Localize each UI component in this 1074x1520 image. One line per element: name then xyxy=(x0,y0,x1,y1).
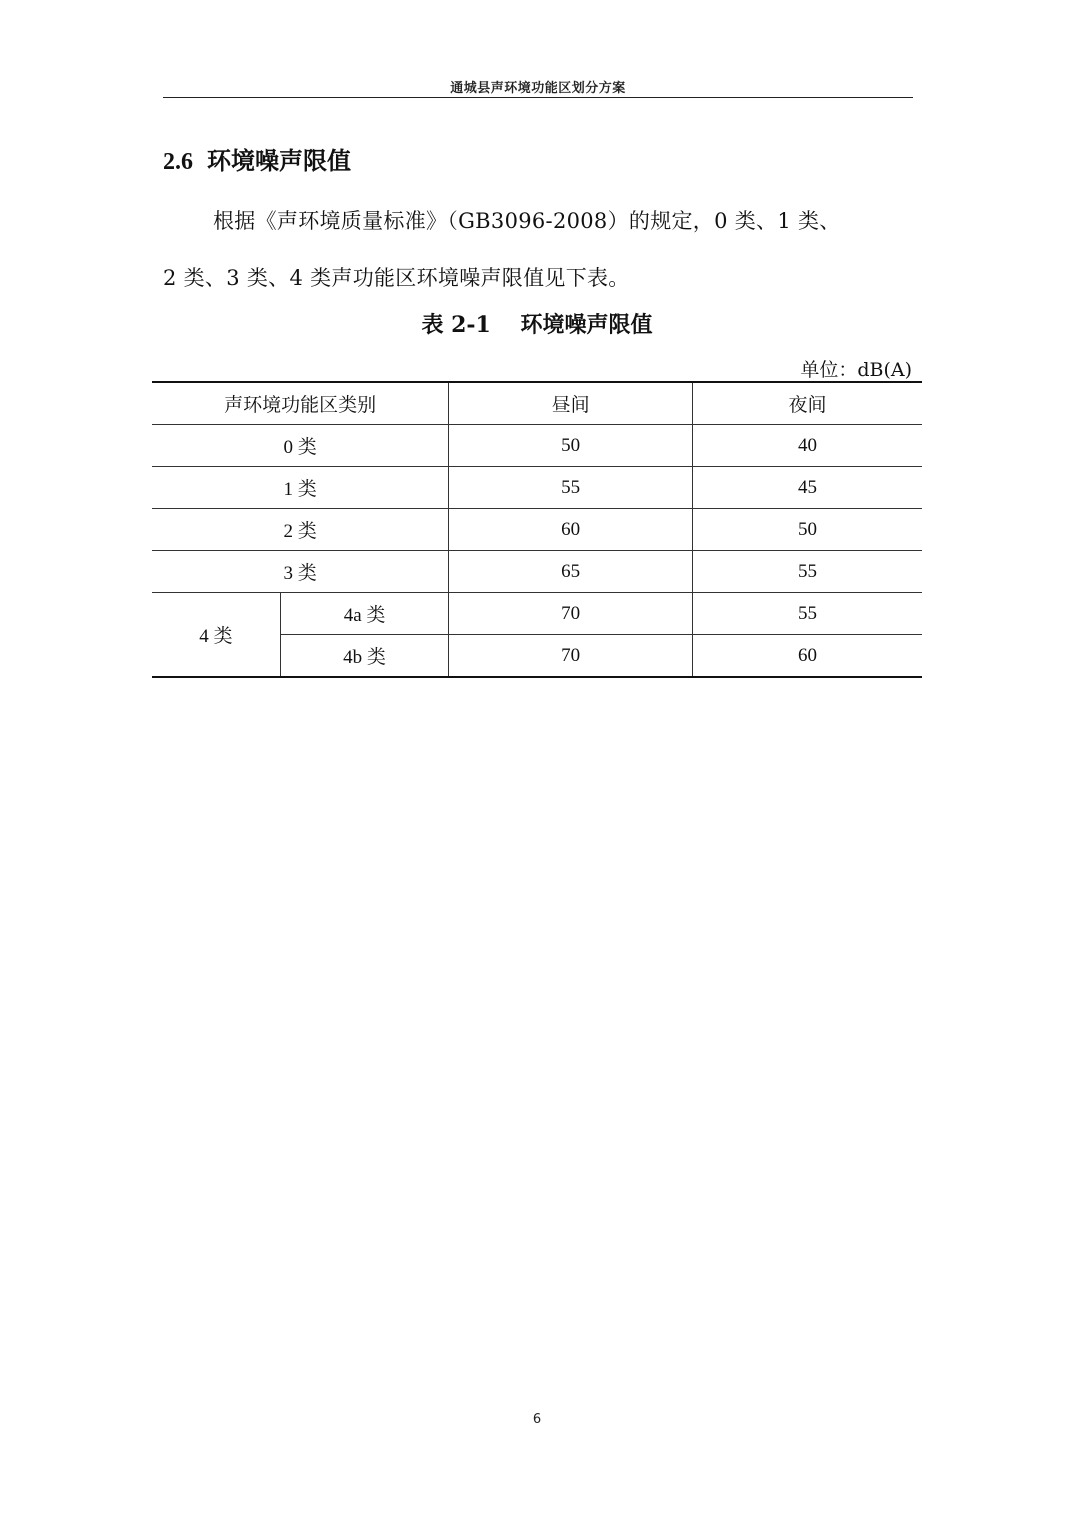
header-rule xyxy=(163,97,913,98)
unit-label: 单位：dB(A) xyxy=(800,359,912,381)
night-value-cell: 55 xyxy=(692,593,922,635)
header-night: 夜间 xyxy=(692,382,922,425)
night-value-cell: 50 xyxy=(692,509,922,551)
header-category: 声环境功能区类别 xyxy=(152,382,449,425)
section-heading xyxy=(163,141,351,176)
night-value-cell: 40 xyxy=(692,425,922,467)
table-header-row xyxy=(152,382,922,425)
table-row xyxy=(152,467,922,509)
day-value-cell: 50 xyxy=(449,425,693,467)
header-day: 昼间 xyxy=(449,382,693,425)
table-caption: 表 2-1 环境噪声限值 xyxy=(421,312,653,338)
night-value-cell: 60 xyxy=(692,635,922,678)
class4-category-cell: 4 类 xyxy=(152,593,280,678)
section-title: 环境噪声限值 xyxy=(207,146,351,175)
category-cell: 1 类 xyxy=(152,467,449,509)
section-number: 2.6 xyxy=(163,149,193,175)
table-row xyxy=(152,551,922,593)
category-cell: 0 类 xyxy=(152,425,449,467)
table-row xyxy=(152,425,922,467)
day-value-cell: 65 xyxy=(449,551,693,593)
night-value-cell: 55 xyxy=(692,551,922,593)
noise-limit-table xyxy=(152,381,922,678)
category-cell: 2 类 xyxy=(152,509,449,551)
day-value-cell: 70 xyxy=(449,593,693,635)
subcategory-cell: 4b 类 xyxy=(280,635,448,678)
paragraph-line-2: 2 类、3 类、4 类声功能区环境噪声限值见下表。 xyxy=(163,266,630,290)
page-number: 6 xyxy=(532,1412,542,1427)
day-value-cell: 70 xyxy=(449,635,693,678)
subcategory-cell: 4a 类 xyxy=(280,593,448,635)
category-cell: 3 类 xyxy=(152,551,449,593)
table-row xyxy=(152,509,922,551)
paragraph-line-1: 根据《声环境质量标准》（GB3096-2008）的规定，0 类、1 类、 xyxy=(213,209,841,233)
running-header: 通城县声环境功能区划分方案 xyxy=(450,81,626,96)
night-value-cell: 45 xyxy=(692,467,922,509)
day-value-cell: 60 xyxy=(449,509,693,551)
table-row xyxy=(152,593,922,635)
day-value-cell: 55 xyxy=(449,467,693,509)
